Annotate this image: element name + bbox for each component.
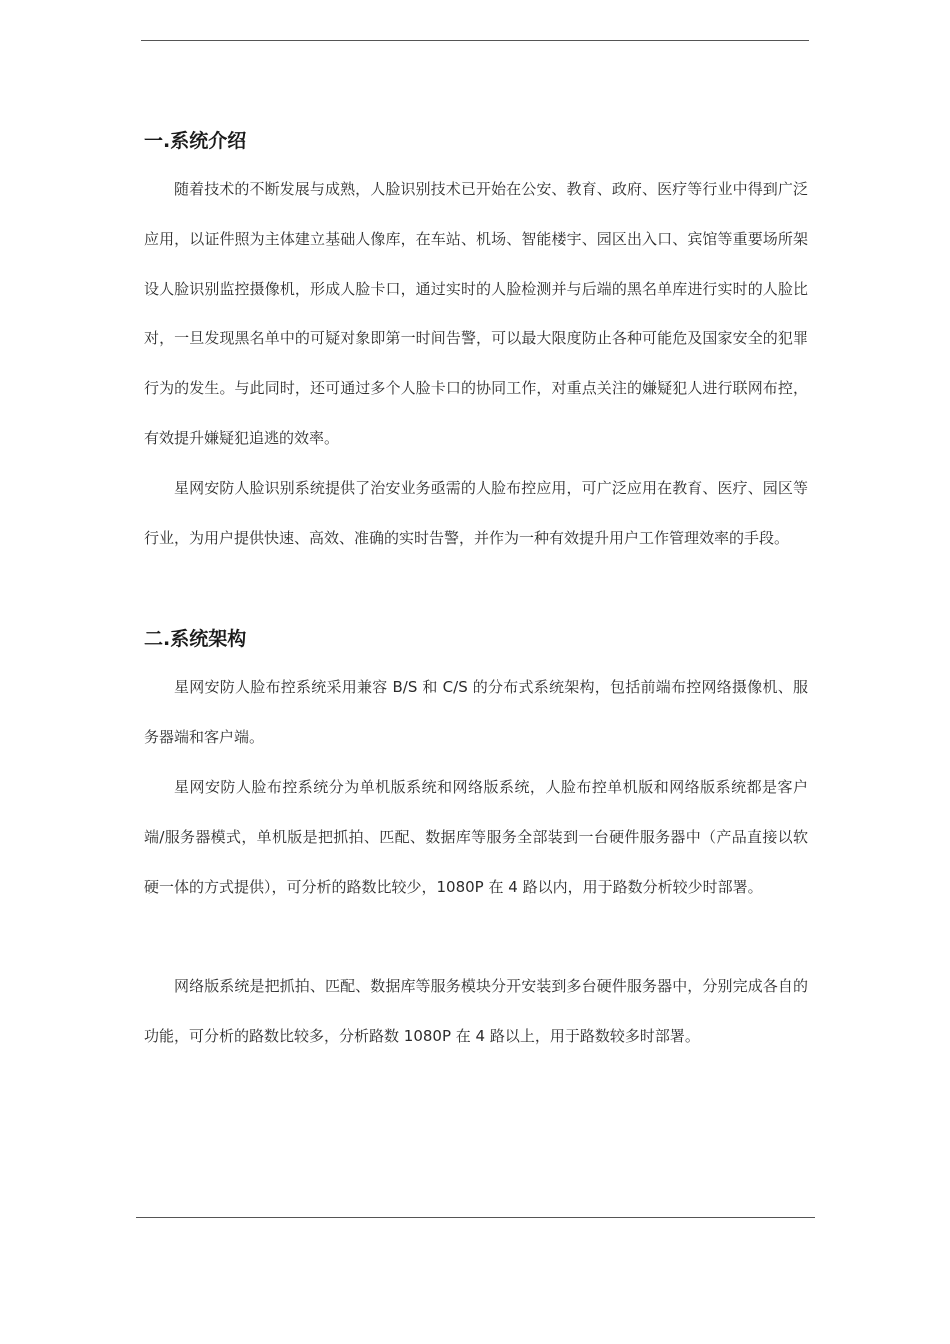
section-1-paragraph-1: 随着技术的不断发展与成熟，人脸识别技术已开始在公安、教育、政府、医疗等行业中得到广泛应用，以证件照为主体建立基础人像库，在车站、机场、智能楼宇、园区出入口、宾馆等重要场所架设人脸识别监控摄像机，形成人脸卡口，通过实时的人脸检测并与后端的黑名单库进行实时的人脸比对，一旦发现黑名单中的可疑对象即第一时间告警，可以最大限度防止各种可能危及国家安全的犯罪行为的发生。与此同时，还可通过多个人脸卡口的协同工作，对重点关注的嫌疑犯人进行联网布控，有效提升嫌疑犯追逃的效率。 xyxy=(144,180,808,447)
section-1-title: 一.系统介绍 xyxy=(144,130,247,152)
section-2-paragraph-3: 网络版系统是把抓拍、匹配、数据库等服务模块分开安装到多台硬件服务器中，分别完成各自的功能，可分析的路数比较多，分析路数 1080P 在 4 路以上，用于路数较多时部署。 xyxy=(144,977,808,1045)
section-2-paragraph-1: 星网安防人脸布控系统采用兼容 B/S 和 C/S 的分布式系统架构，包括前端布控网络摄像机、服务器端和客户端。 xyxy=(144,678,808,746)
footer-divider xyxy=(136,1217,815,1218)
section-1-paragraph-2: 星网安防人脸识别系统提供了治安业务亟需的人脸布控应用，可广泛应用在教育、医疗、园区等行业，为用户提供快速、高效、准确的实时告警，并作为一种有效提升用户工作管理效率的手段。 xyxy=(144,479,808,547)
header-divider xyxy=(141,40,809,41)
section-2-paragraph-2: 星网安防人脸布控系统分为单机版系统和网络版系统，人脸布控单机版和网络版系统都是客户端/服务器模式，单机版是把抓拍、匹配、数据库等服务全部装到一台硬件服务器中（产品直接以软硬一体的方式提供），可分析的路数比较少，1080P 在 4 路以内，用于路数分析较少时部署。 xyxy=(144,778,808,896)
section-2-title: 二.系统架构 xyxy=(144,628,247,650)
